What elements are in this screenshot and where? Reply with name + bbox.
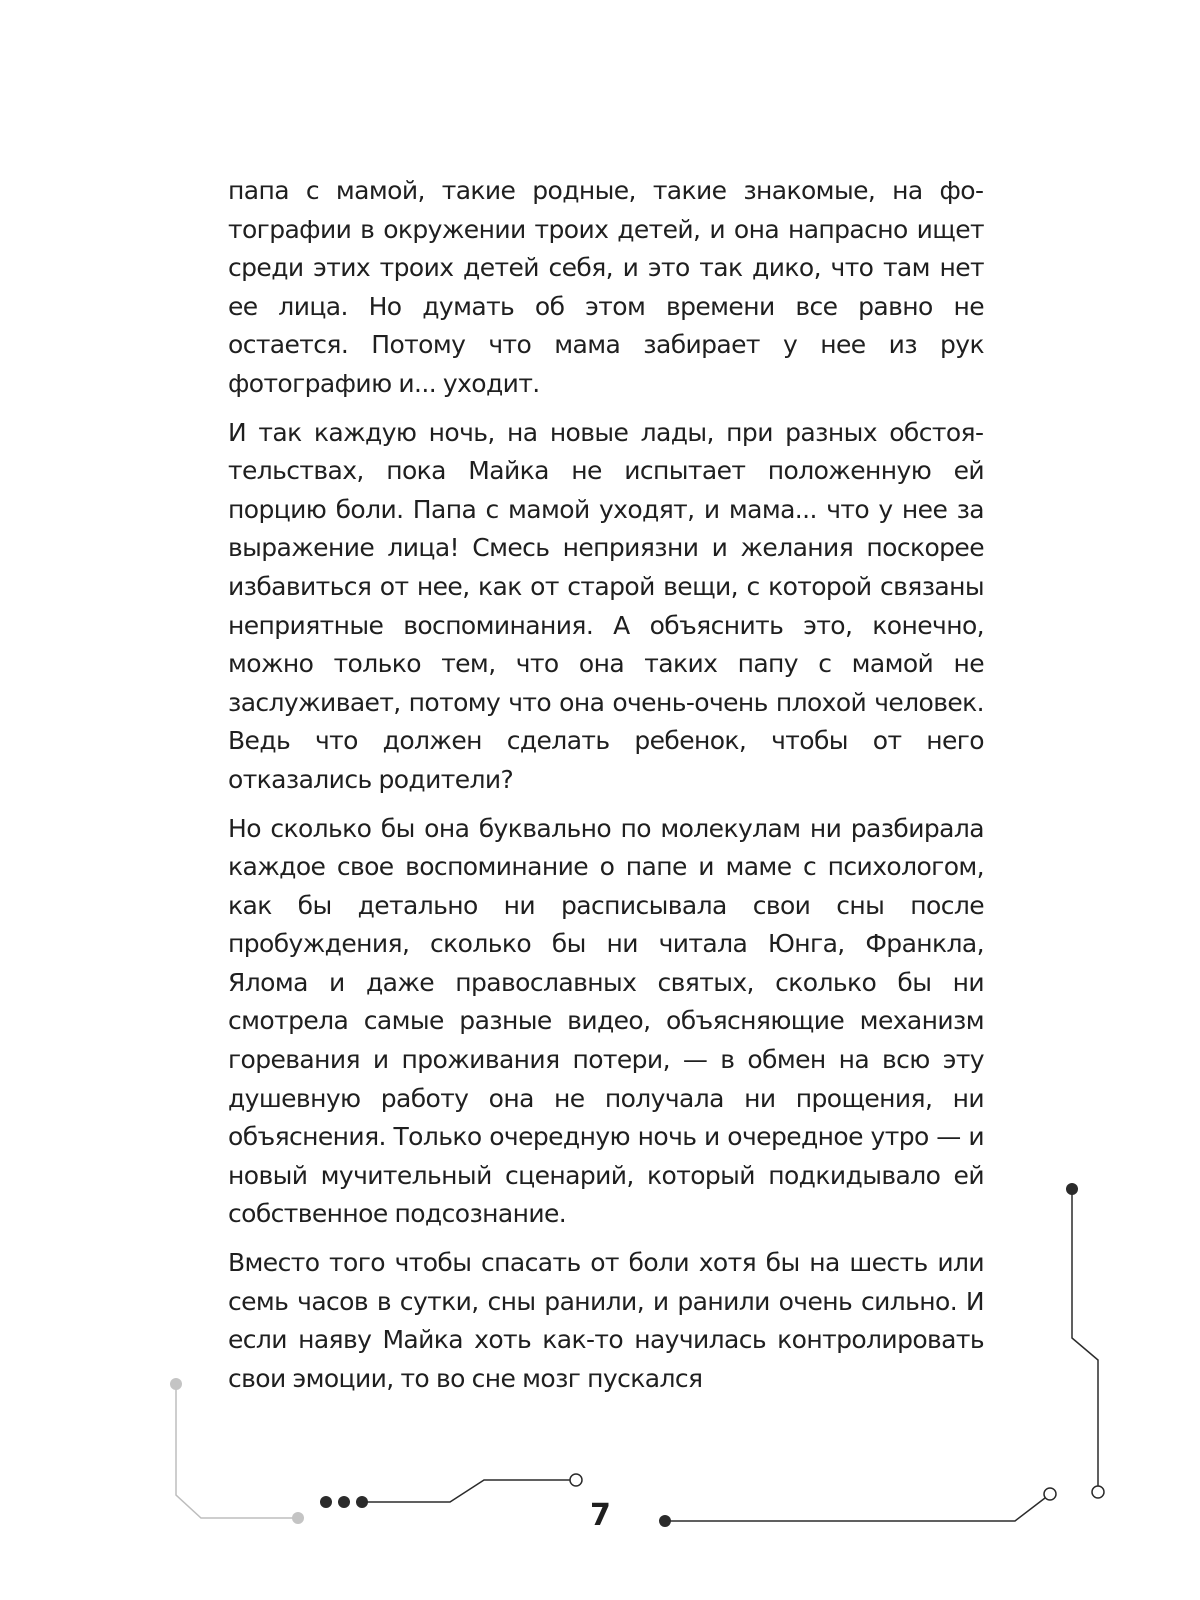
paragraph-4: Вместо того чтобы спасать от боли хотя бы на шесть или семь часов в сутки, сны ранили, и ранили очень сильно. И если наяву Майка хоть как-то научилась контролировать свои эмоции, то во сне мозг пускался: [228, 1248, 984, 1393]
paragraph-2: И так каждую ночь, на новые лады, при разных обстоятельствах, пока Майка не испытает положенную ей порцию боли. Папа с мамой уходят, и мама... что у нее за выражение лица! Смесь неприязни и желания поскорее избавиться от нее, как от старой вещи, с которой связаны неприятные воспоминания. А объяснить это, конечно, можно только тем, что она таких папу с мамой не заслуживает, потому что она очень-очень плохой человек. Ведь что должен сделать ребенок, чтобы от него отказались родители?: [228, 417, 984, 794]
bottom-left-circuit-end: [570, 1474, 582, 1486]
paragraph-1: папа с мамой, такие родные, такие знакомые, на фотографии в окружении троих детей, и она напрасно ищет среди этих троих детей себя, и это так дико, что там нет ее лица. Но думать об этом времени все равно не остается. Потому что мама забирает у нее из рук фотографию и... уходит.: [228, 176, 984, 398]
left-circuit-decoration: [176, 1384, 296, 1518]
bottom-left-circuit-line: [362, 1480, 570, 1502]
bottom-right-circuit-line: [665, 1498, 1045, 1521]
right-circuit-line: [1072, 1189, 1098, 1486]
paragraph-3: Но сколько бы она буквально по молекулам ни разбирала каждое свое воспоминание о папе и маме с психологом, как бы детально ни расписывала свои сны после пробуждения, сколько бы ни читала Юнга, Франкла, Ялома и даже православных святых, сколько бы ни смотрела самые разные видео, объясняющие механизм горевания и проживания потери, — в обмен на всю эту душевную работу она не получала ни прощения, ни объяснения. Только очередную ночь и очередное утро — и новый мучительный сценарий, который подкидывало ей собственное подсознание.: [228, 813, 984, 1229]
ellipsis-dot-1: [320, 1496, 332, 1508]
right-circuit-end: [1092, 1486, 1104, 1498]
left-circuit-dot-end: [292, 1512, 304, 1524]
ellipsis-dot-2: [338, 1496, 350, 1508]
bottom-right-circuit-end: [1044, 1488, 1056, 1500]
page-number: 7: [590, 1498, 611, 1533]
left-circuit-dot-top: [170, 1378, 182, 1390]
